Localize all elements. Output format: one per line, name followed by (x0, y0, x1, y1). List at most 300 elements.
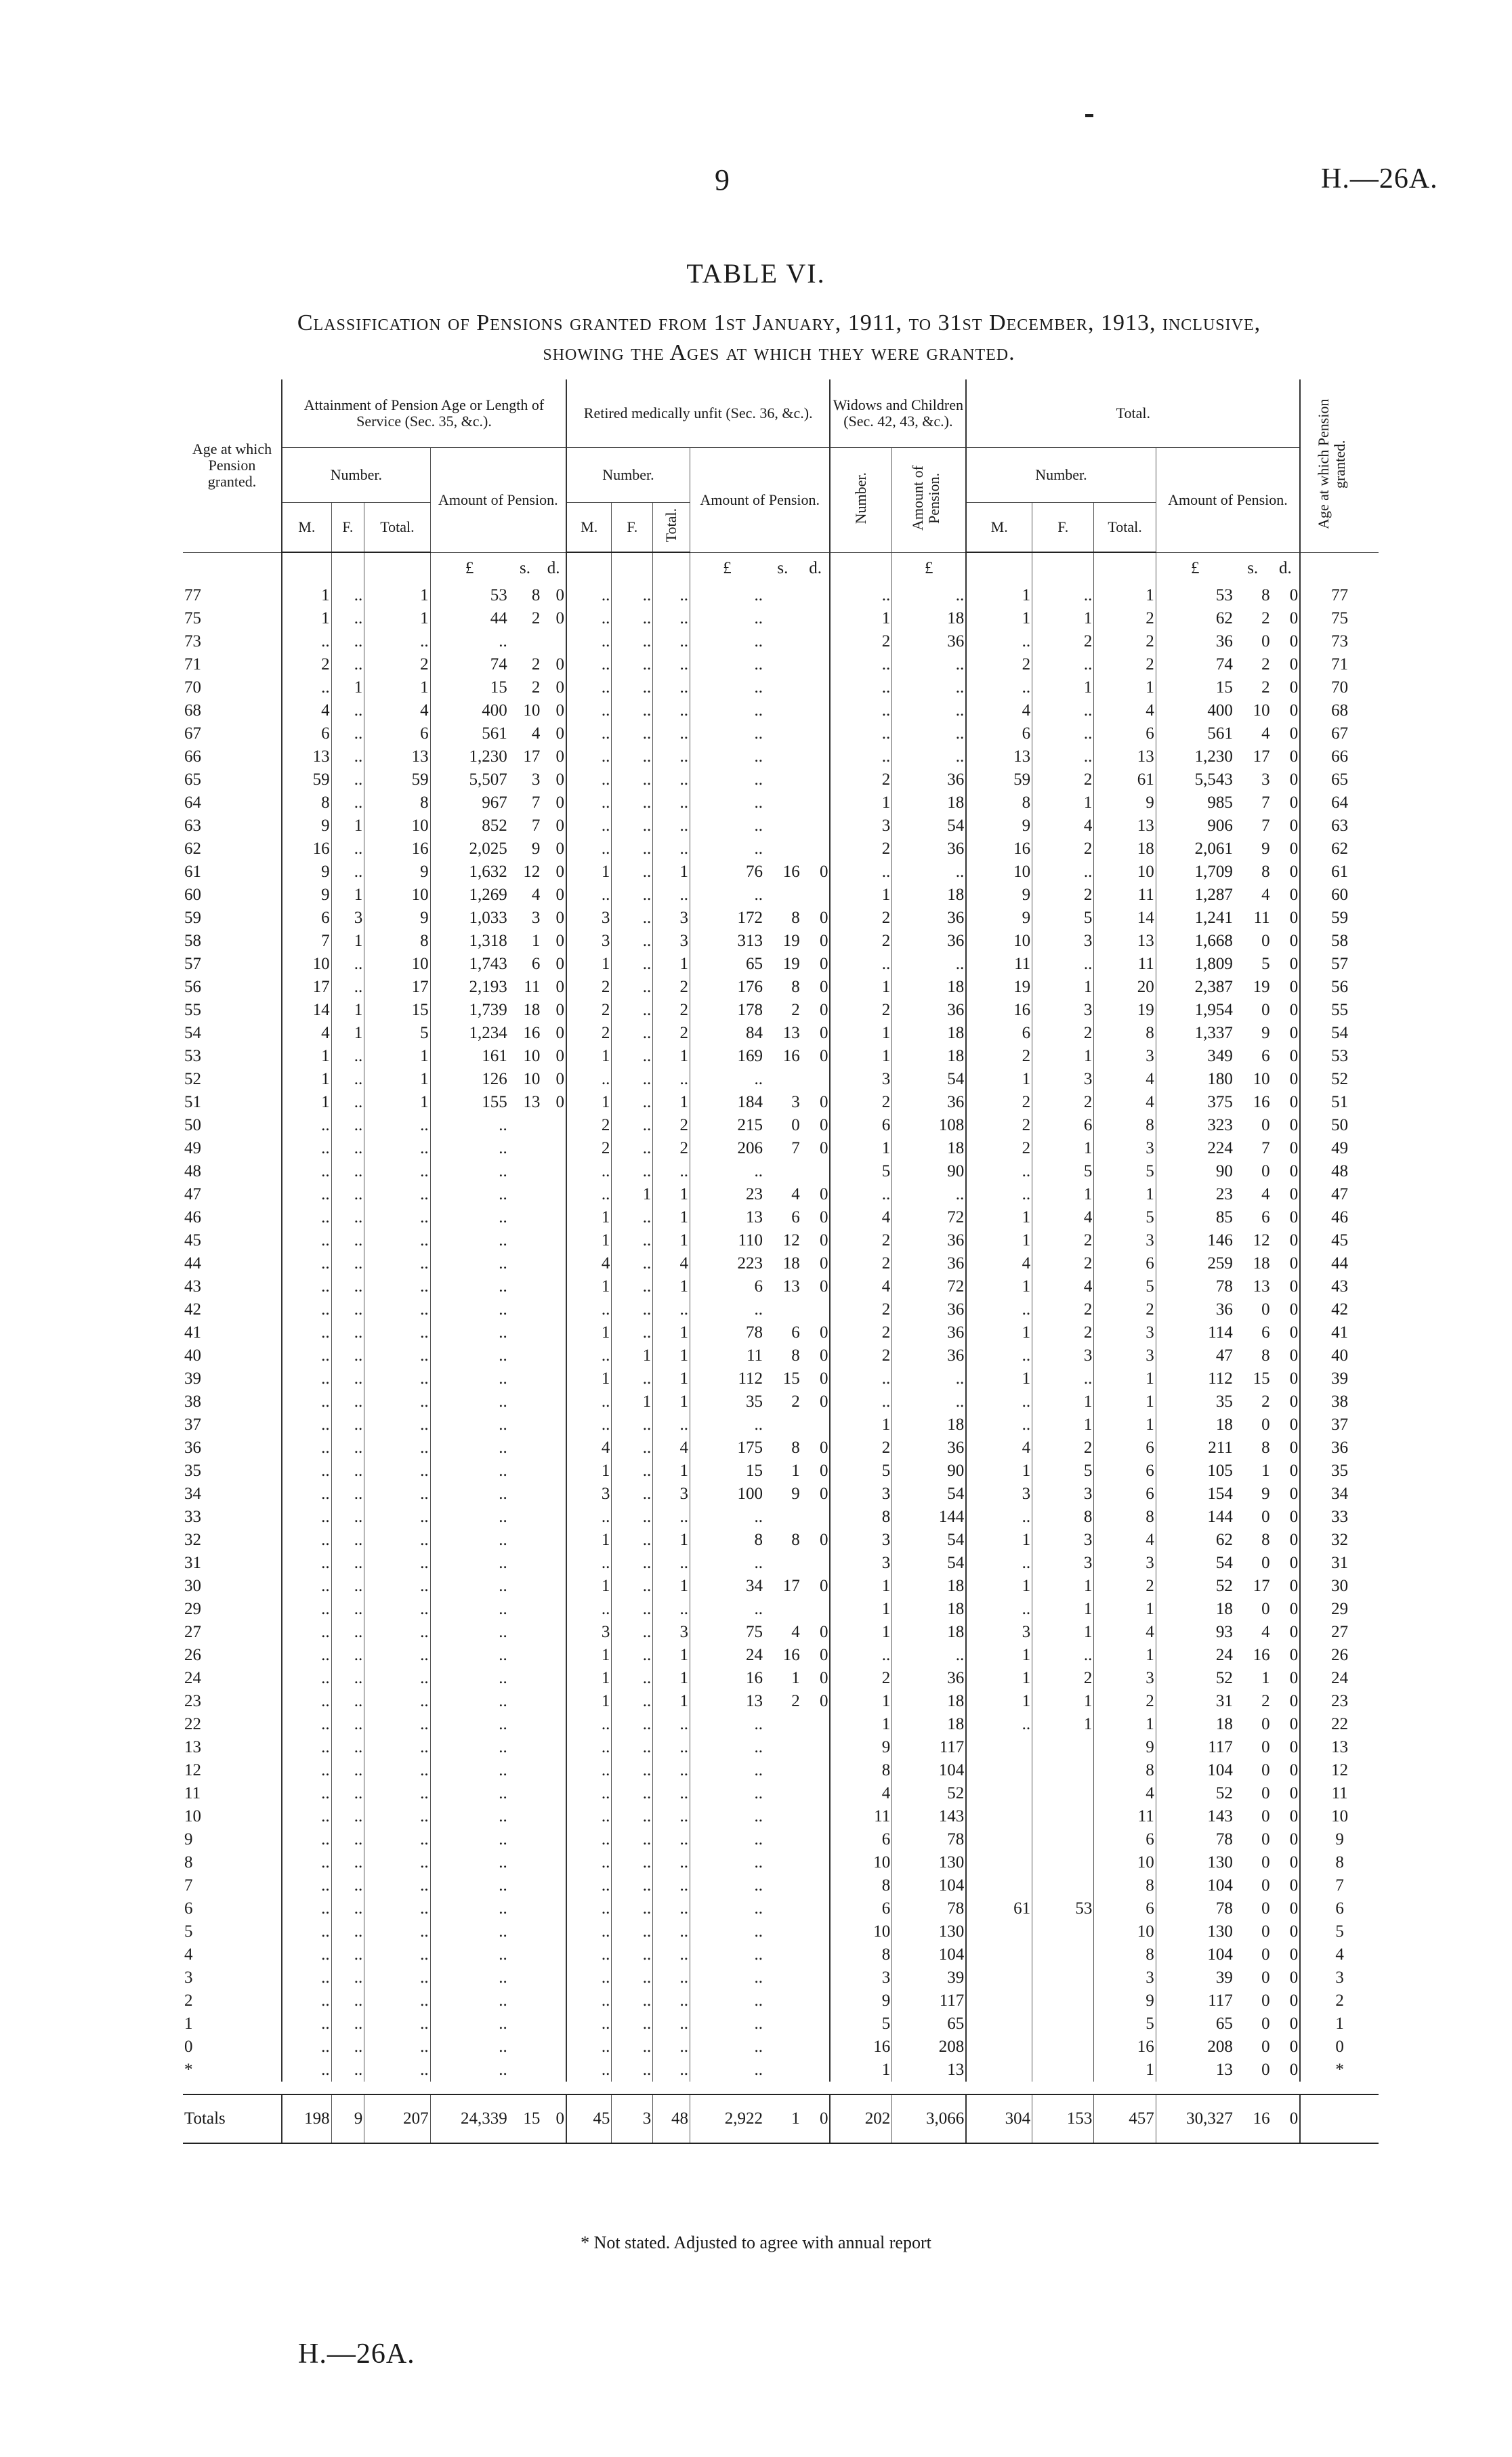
cell-t-1: 4 (1032, 814, 1094, 838)
unit-pound: £ (1156, 552, 1234, 584)
cell-t-5: 0 (1289, 1369, 1299, 1388)
cell-r-5 (801, 1413, 831, 1437)
cell-r-2: .. (653, 607, 690, 630)
cell-a-0: .. (282, 1920, 331, 1943)
cell-t-1: 3 (1032, 1529, 1094, 1552)
cell-r-5 (801, 1989, 831, 2012)
cell-a-4: 3 (531, 909, 541, 927)
cell-r-5: 0 (819, 1623, 828, 1641)
cell-r-2: 1 (653, 1206, 690, 1229)
cell-t-1: 4 (1032, 1206, 1094, 1229)
cell-a-2: .. (364, 1920, 430, 1943)
cell-t-4: 19 (1253, 978, 1270, 996)
row-age-right: 40 (1300, 1344, 1379, 1367)
cell-a-5 (541, 1782, 566, 1805)
cell-t-0: 6 (966, 722, 1032, 745)
cell-t-4: 0 (1261, 1830, 1270, 1849)
cell-w-1: 36 (892, 1091, 967, 1114)
row-age: 3 (184, 1968, 193, 1987)
cell-a-5 (541, 1321, 566, 1344)
cell-r-2: 3 (653, 1483, 690, 1506)
cell-t-3: 130 (1156, 1851, 1234, 1874)
row-age: 49 (184, 1139, 201, 1157)
cell-r-4 (764, 884, 801, 907)
cell-t-5: 0 (1289, 1922, 1299, 1941)
cell-t-2: 2 (1094, 1690, 1156, 1713)
retired-f-header: F. (612, 503, 653, 553)
cell-r-5 (801, 1506, 831, 1529)
cell-r-3: .. (690, 1851, 765, 1874)
cell-t-1: 2 (1032, 1091, 1094, 1114)
cell-r-0: 1 (566, 1275, 612, 1298)
cell-r-5 (801, 1782, 831, 1805)
row-age-right: 37 (1300, 1413, 1379, 1437)
cell-r-3: 172 (690, 907, 765, 930)
cell-a-4 (509, 1621, 542, 1644)
table-row (183, 1805, 1379, 1828)
cell-r-0: .. (566, 1068, 612, 1091)
cell-r-3: .. (690, 676, 765, 699)
cell-t-2: 13 (1094, 930, 1156, 953)
cell-a-0: 10 (282, 953, 331, 976)
table-row (183, 1367, 1379, 1390)
cell-t-3: 18 (1156, 1413, 1234, 1437)
age-column-header: Age at which Pension granted. (183, 379, 282, 552)
cell-r-0: .. (566, 884, 612, 907)
cell-w-1: 36 (892, 1252, 967, 1275)
cell-a-4: 8 (531, 586, 541, 604)
row-age: 68 (184, 701, 201, 720)
cell-t-0: 8 (966, 791, 1032, 814)
cell-t-4: 0 (1261, 2061, 1270, 2079)
cell-r-5 (801, 653, 831, 676)
cell-w-1: .. (892, 584, 967, 607)
cell-a-5: 0 (555, 978, 564, 996)
row-age-right: 30 (1300, 1575, 1379, 1598)
cell-r-0: 1 (566, 1206, 612, 1229)
cell-t-2: 3 (1094, 1229, 1156, 1252)
cell-t-4: 8 (1261, 586, 1270, 604)
cell-r-3: .. (690, 1506, 765, 1529)
cell-r-5: 0 (819, 978, 828, 996)
cell-w-1: 18 (892, 1621, 967, 1644)
cell-t-5: 0 (1289, 1853, 1299, 1872)
cell-a-5 (541, 1989, 566, 2012)
caption-line-2: showing the Ages at which they were granted. (543, 340, 1015, 365)
cell-t-1: 3 (1032, 999, 1094, 1022)
cell-r-0: .. (566, 768, 612, 791)
cell-a-3: 74 (430, 653, 509, 676)
cell-a-1: .. (331, 1690, 364, 1713)
cell-r-5: 0 (819, 1116, 828, 1134)
row-age-right: 63 (1300, 814, 1379, 838)
cell-t-5: 0 (1289, 586, 1299, 604)
cell-t-4: 5 (1261, 955, 1270, 973)
cell-a-2: 4 (364, 699, 430, 722)
cell-t-2: 10 (1094, 861, 1156, 884)
cell-w-0: .. (830, 1183, 891, 1206)
cell-r-4: 17 (782, 1577, 800, 1595)
cell-r-2: .. (653, 1506, 690, 1529)
cell-r-1: .. (612, 1437, 653, 1460)
cell-t-2: 4 (1094, 699, 1156, 722)
cell-t-2: 5 (1094, 1160, 1156, 1183)
cell-a-1: .. (331, 1252, 364, 1275)
cell-a-5 (541, 1344, 566, 1367)
cell-t-3: 35 (1156, 1390, 1234, 1413)
cell-a-2: 59 (364, 768, 430, 791)
cell-w-1: 130 (892, 1851, 967, 1874)
cell-r-1: .. (612, 884, 653, 907)
row-age: 70 (184, 678, 201, 697)
cell-a-0: 1 (282, 584, 331, 607)
cell-t-0: 1 (966, 1529, 1032, 1552)
unit-pound: £ (690, 552, 765, 584)
cell-t-3: 13 (1156, 2059, 1234, 2082)
cell-r-4: 13 (782, 1277, 800, 1296)
cell-a-5: 0 (555, 1001, 564, 1019)
cell-r-4 (764, 607, 801, 630)
cell-r-2: 1 (653, 1367, 690, 1390)
cell-t-5: 0 (1289, 840, 1299, 858)
cell-w-0: 3 (830, 814, 891, 838)
cell-a-0: 13 (282, 745, 331, 768)
cell-w-1: 36 (892, 630, 967, 653)
cell-t-2: 16 (1094, 2036, 1156, 2059)
table-row (183, 630, 1379, 653)
table-row (183, 1114, 1379, 1137)
cell-r-3: .. (690, 2012, 765, 2036)
cell-t-2: 6 (1094, 1460, 1156, 1483)
cell-t-1: 1 (1032, 791, 1094, 814)
cell-r-5 (801, 768, 831, 791)
cell-r-3: 313 (690, 930, 765, 953)
cell-a-1: .. (331, 1437, 364, 1460)
cell-r-4: 16 (782, 1646, 800, 1664)
table-body (183, 552, 1379, 2143)
cell-w-0: 1 (830, 1575, 891, 1598)
cell-r-2: .. (653, 1874, 690, 1897)
cell-t-1 (1032, 1851, 1094, 1874)
table-row (183, 1137, 1379, 1160)
cell-t-5: 0 (1289, 1231, 1299, 1250)
cell-a-3: .. (430, 1552, 509, 1575)
cell-a-4 (509, 1437, 542, 1460)
cell-a-3: 400 (430, 699, 509, 722)
cell-r-2: .. (653, 2036, 690, 2059)
cell-t-5: 0 (1289, 747, 1299, 766)
cell-a-1: .. (331, 1045, 364, 1068)
cell-w-0: .. (830, 676, 891, 699)
cell-t-4: 0 (1261, 1761, 1270, 1779)
cell-a-2: .. (364, 1897, 430, 1920)
cell-t-1: 1 (1032, 1183, 1094, 1206)
cell-w-0: 1 (830, 2059, 891, 2082)
cell-a-0: .. (282, 1413, 331, 1437)
cell-r-1: .. (612, 791, 653, 814)
cell-t-5: 0 (1289, 1346, 1299, 1365)
cell-r-4 (764, 1759, 801, 1782)
cell-t-5: 0 (1289, 1300, 1299, 1319)
cell-a-4: 7 (531, 817, 541, 835)
cell-t-4: 9 (1261, 1485, 1270, 1503)
cell-a-3: .. (430, 1943, 509, 1966)
cell-r-0: 2 (566, 999, 612, 1022)
cell-t-2: 8 (1094, 1114, 1156, 1137)
row-age-right: 55 (1300, 999, 1379, 1022)
cell-r-3: .. (690, 884, 765, 907)
cell-r-1: .. (612, 1460, 653, 1483)
cell-a-5: 0 (555, 932, 564, 950)
cell-t-4: 3 (1261, 770, 1270, 789)
cell-t-5: 0 (1289, 1945, 1299, 1964)
cell-a-2: .. (364, 1114, 430, 1137)
cell-a-2: .. (364, 1506, 430, 1529)
cell-r-2: 1 (653, 861, 690, 884)
cell-r-1: .. (612, 1298, 653, 1321)
cell-r-2: 1 (653, 1644, 690, 1667)
cell-t-2: 18 (1094, 838, 1156, 861)
cell-r-2: .. (653, 768, 690, 791)
cell-a-1: .. (331, 838, 364, 861)
cell-t-2: 3 (1094, 1552, 1156, 1575)
cell-r-1: .. (612, 1736, 653, 1759)
cell-t-0: .. (966, 1390, 1032, 1413)
row-age-right: 11 (1300, 1782, 1379, 1805)
cell-a-1: .. (331, 1621, 364, 1644)
row-age: 47 (184, 1185, 201, 1203)
row-age: 56 (184, 978, 201, 996)
cell-t-4: 12 (1253, 1231, 1270, 1250)
cell-t-4: 0 (1261, 1945, 1270, 1964)
cell-t-5: 0 (1289, 1162, 1299, 1180)
cell-a-0: .. (282, 1390, 331, 1413)
cell-r-5: 0 (819, 1254, 828, 1273)
cell-r-4: 6 (791, 1323, 800, 1342)
table-row (183, 1621, 1379, 1644)
cell-a-1: .. (331, 722, 364, 745)
cell-t-4: 18 (1253, 1254, 1270, 1273)
cell-a-0: .. (282, 676, 331, 699)
cell-r-1: .. (612, 930, 653, 953)
cell-a-3: 852 (430, 814, 509, 838)
cell-a-2: 1 (364, 676, 430, 699)
cell-a-2: .. (364, 1828, 430, 1851)
cell-a-0: .. (282, 2059, 331, 2082)
table-row (183, 1828, 1379, 1851)
table-row (183, 1160, 1379, 1183)
cell-t-1 (1032, 1805, 1094, 1828)
cell-w-1: 104 (892, 1759, 967, 1782)
cell-t-0: 2 (966, 1045, 1032, 1068)
cell-a-2: 1 (364, 607, 430, 630)
retired-m-header: M. (566, 503, 612, 553)
cell-t-4: 0 (1261, 1001, 1270, 1019)
cell-r-2: 4 (653, 1437, 690, 1460)
cell-t-2: 2 (1094, 607, 1156, 630)
cell-w-0: 11 (830, 1805, 891, 1828)
row-age: 48 (184, 1162, 201, 1180)
row-age-right: 75 (1300, 607, 1379, 630)
cell-r-1: 1 (612, 1390, 653, 1413)
table-row (183, 1690, 1379, 1713)
cell-r-4 (764, 722, 801, 745)
cell-t-4: 6 (1261, 1323, 1270, 1342)
cell-a-2: .. (364, 1298, 430, 1321)
cell-r-1: .. (612, 1713, 653, 1736)
cell-a-4 (509, 1690, 542, 1713)
cell-a-3: .. (430, 2012, 509, 2036)
cell-r-4: 6 (791, 1208, 800, 1226)
cell-w-0: 3 (830, 1552, 891, 1575)
cell-a-1: .. (331, 953, 364, 976)
cell-t-5: 0 (1289, 955, 1299, 973)
cell-t-3: 1,230 (1156, 745, 1234, 768)
cell-r-3: .. (690, 699, 765, 722)
cell-a-4 (509, 1782, 542, 1805)
cell-r-3: .. (690, 1552, 765, 1575)
cell-t-1 (1032, 1989, 1094, 2012)
cell-a-1: 1 (331, 1022, 364, 1045)
cell-w-0: 9 (830, 1989, 891, 2012)
cell-w-1: .. (892, 1183, 967, 1206)
cell-w-1: 144 (892, 1506, 967, 1529)
cell-a-1: .. (331, 1367, 364, 1390)
row-age: 71 (184, 655, 201, 674)
cell-r-0: .. (566, 607, 612, 630)
cell-w-1: 130 (892, 1920, 967, 1943)
cell-r-0: .. (566, 791, 612, 814)
cell-t-3: 1,709 (1156, 861, 1234, 884)
cell-r-2: .. (653, 1713, 690, 1736)
cell-a-1: .. (331, 1206, 364, 1229)
cell-a-3: 967 (430, 791, 509, 814)
cell-t-0: .. (966, 1413, 1032, 1437)
cell-t-5: 0 (1289, 2061, 1299, 2079)
cell-r-0: 1 (566, 1091, 612, 1114)
cell-a-4 (509, 1137, 542, 1160)
cell-w-1: 36 (892, 768, 967, 791)
cell-w-1: 18 (892, 1137, 967, 1160)
cell-a-2: .. (364, 1344, 430, 1367)
cell-r-0: 1 (566, 1321, 612, 1344)
cell-t-0: 2 (966, 1137, 1032, 1160)
cell-r-3: 100 (690, 1483, 765, 1506)
table-row (183, 884, 1379, 907)
cell-t-5: 0 (1289, 724, 1299, 743)
cell-r-1: .. (612, 1206, 653, 1229)
table-row (183, 1252, 1379, 1275)
cell-a-1: .. (331, 976, 364, 999)
cell-r-3: 184 (690, 1091, 765, 1114)
cell-a-4: 2 (531, 678, 541, 697)
cell-t-3: 2,061 (1156, 838, 1234, 861)
row-age: 57 (184, 955, 201, 973)
row-age: 61 (184, 863, 201, 881)
table-row (183, 953, 1379, 976)
cell-a-3: 1,318 (430, 930, 509, 953)
cell-r-5 (801, 676, 831, 699)
row-age: 77 (184, 586, 201, 604)
cell-a-5: 0 (555, 724, 564, 743)
cell-t-5: 0 (1289, 1508, 1299, 1526)
cell-a-3: .. (430, 1874, 509, 1897)
cell-a-3: .. (430, 1367, 509, 1390)
cell-w-0: 2 (830, 1229, 891, 1252)
cell-a-0: .. (282, 1690, 331, 1713)
unit-pence: d. (547, 558, 560, 577)
cell-r-4 (764, 1413, 801, 1437)
cell-t-3: 104 (1156, 1759, 1234, 1782)
cell-r-4 (764, 1782, 801, 1805)
cell-r-3: .. (690, 768, 765, 791)
cell-t-2: 2 (1094, 1298, 1156, 1321)
cell-r-1: 3 (612, 2094, 653, 2143)
cell-r-4: 15 (782, 1369, 800, 1388)
cell-t-4: 16 (1253, 1646, 1270, 1664)
cell-a-5 (541, 1390, 566, 1413)
cell-r-5: 0 (819, 1669, 828, 1687)
cell-a-5 (541, 2036, 566, 2059)
cell-r-2: .. (653, 1828, 690, 1851)
cell-t-1 (1032, 2012, 1094, 2036)
cell-a-0: .. (282, 1851, 331, 1874)
cell-a-4 (509, 1298, 542, 1321)
cell-a-3: .. (430, 1851, 509, 1874)
cell-w-1: 18 (892, 884, 967, 907)
cell-a-3: 161 (430, 1045, 509, 1068)
cell-r-4 (764, 1552, 801, 1575)
cell-r-1: .. (612, 1644, 653, 1667)
cell-r-2: .. (653, 699, 690, 722)
cell-a-0: 198 (282, 2094, 331, 2143)
cell-a-5 (541, 630, 566, 653)
row-age: 67 (184, 724, 201, 743)
cell-a-4: 4 (531, 724, 541, 743)
cell-r-1: .. (612, 630, 653, 653)
cell-a-0: .. (282, 1183, 331, 1206)
cell-a-1: .. (331, 1321, 364, 1344)
cell-a-5 (541, 1206, 566, 1229)
cell-t-5: 0 (1289, 1807, 1299, 1825)
cell-r-1: .. (612, 1022, 653, 1045)
cell-r-0: 1 (566, 1529, 612, 1552)
cell-a-3: 1,234 (430, 1022, 509, 1045)
cell-a-3: .. (430, 1805, 509, 1828)
cell-r-0: 2 (566, 976, 612, 999)
cell-a-0: 14 (282, 999, 331, 1022)
cell-r-2: .. (653, 1851, 690, 1874)
cell-a-5 (541, 1506, 566, 1529)
cell-t-4: 17 (1253, 747, 1270, 766)
cell-t-2: 1 (1094, 1367, 1156, 1390)
cell-r-5 (801, 1966, 831, 1989)
cell-a-0: .. (282, 1782, 331, 1805)
cell-a-0: .. (282, 1943, 331, 1966)
cell-a-1: .. (331, 2059, 364, 2082)
cell-r-4 (764, 1989, 801, 2012)
cell-a-3: .. (430, 1713, 509, 1736)
cell-t-1: .. (1032, 722, 1094, 745)
cell-r-0: .. (566, 1183, 612, 1206)
attainment-total-header: Total. (364, 503, 430, 553)
cell-t-4: 2 (1261, 609, 1270, 627)
cell-r-3: 24 (690, 1644, 765, 1667)
cell-t-4: 9 (1261, 1024, 1270, 1042)
cell-w-1: 52 (892, 1782, 967, 1805)
cell-t-1: 2 (1032, 1229, 1094, 1252)
cell-r-3: .. (690, 2036, 765, 2059)
